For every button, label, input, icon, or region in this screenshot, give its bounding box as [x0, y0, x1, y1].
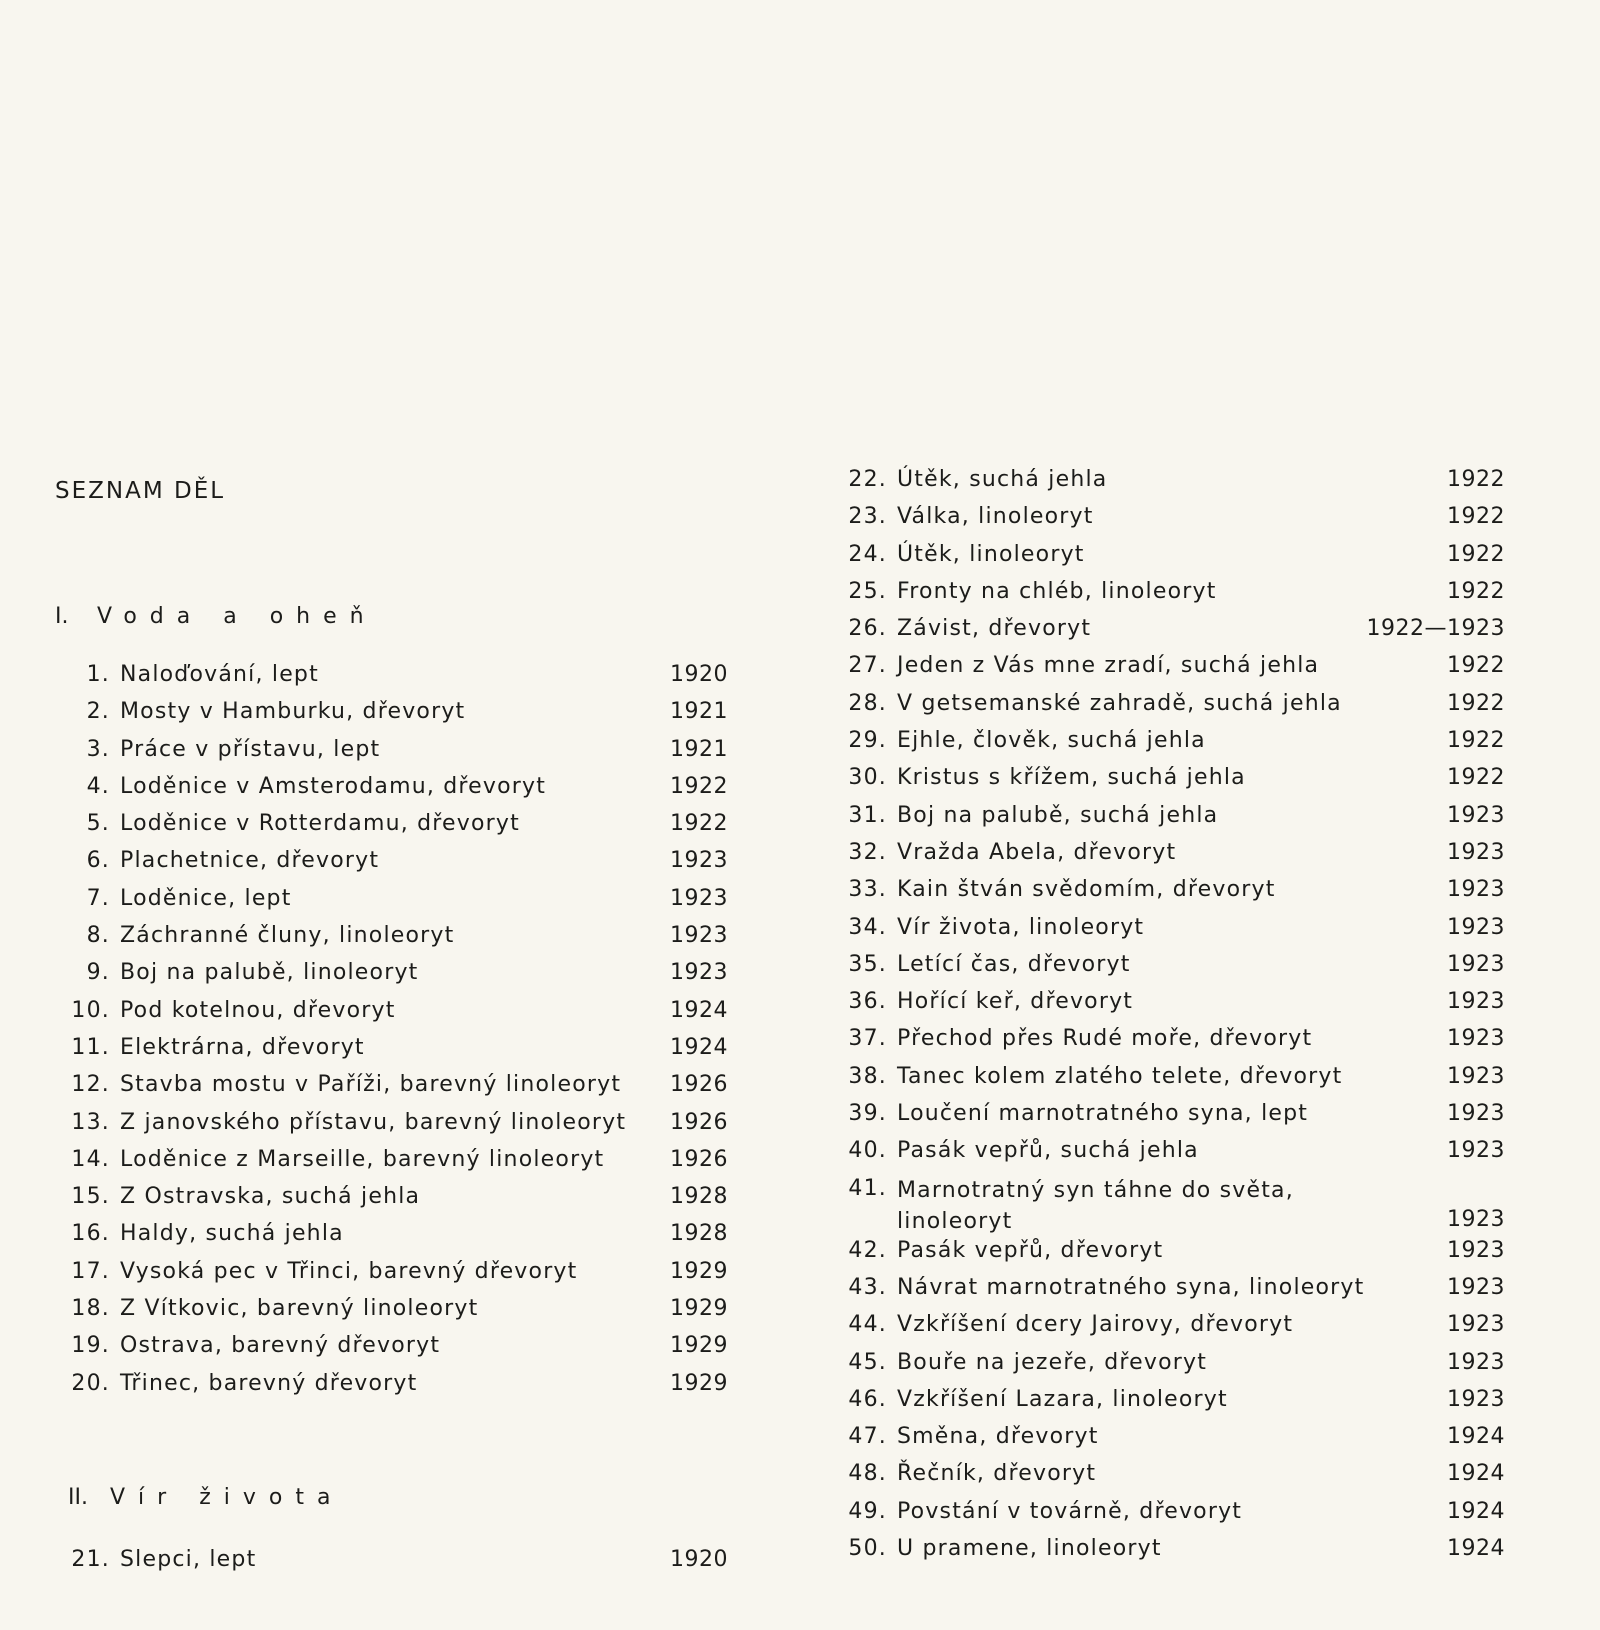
item-year: 1924 [670, 1034, 728, 1060]
item-year: 1924 [1447, 1498, 1505, 1524]
item-title: Bouře na jezeře, dřevoryt [897, 1349, 1208, 1375]
item-title [897, 1175, 1294, 1237]
item-year: 1923 [670, 923, 728, 949]
item-title: Loděnice z Marseille, barevný linoleoryt [120, 1146, 605, 1172]
item-title: Návrat marnotratného syna, linoleoryt [897, 1274, 1365, 1300]
item-year: 1924 [670, 997, 728, 1023]
item-number: 19. [71, 1333, 110, 1359]
list-item [68, 1370, 728, 1407]
item-title: Elektrárna, dřevoryt [120, 1034, 365, 1060]
item-number: 18. [71, 1296, 110, 1322]
item-year: 1926 [670, 1146, 728, 1172]
item-year: 1923 [1447, 1349, 1505, 1375]
section-number: II. [68, 1485, 88, 1510]
item-year: 1922 [1447, 541, 1505, 567]
item-year: 1929 [670, 1333, 728, 1359]
item-title: Z Ostravska, suchá jehla [120, 1184, 421, 1210]
list-item [68, 847, 728, 884]
list-item [845, 615, 1505, 652]
list-item [68, 698, 728, 735]
section2-left-list [68, 1546, 728, 1583]
list-item [845, 1237, 1505, 1274]
item-title: Záchranné čluny, linoleoryt [120, 923, 455, 949]
item-year: 1921 [670, 699, 728, 725]
list-item [845, 466, 1505, 503]
item-title: Kain štván svědomím, dřevoryt [897, 877, 1276, 903]
item-number: 25. [848, 578, 887, 604]
list-item [845, 503, 1505, 540]
item-number: 45. [848, 1349, 887, 1375]
item-number: 23. [848, 504, 887, 530]
list-item [68, 922, 728, 959]
item-number: 4. [86, 773, 110, 799]
list-item [68, 1546, 728, 1583]
item-year: 1922 [1447, 504, 1505, 530]
item-title: Tanec kolem zlatého telete, dřevoryt [897, 1063, 1343, 1089]
list-item [845, 988, 1505, 1025]
item-year: 1923 [1447, 1026, 1505, 1052]
item-title: U pramene, linoleoryt [897, 1536, 1162, 1562]
list-item [845, 1349, 1505, 1386]
item-year: 1928 [670, 1184, 728, 1210]
item-year: 1924 [1447, 1461, 1505, 1487]
item-title: Povstání v továrně, dřevoryt [897, 1498, 1243, 1524]
item-title: Pasák vepřů, dřevoryt [897, 1237, 1164, 1263]
item-year: 1924 [1447, 1536, 1505, 1562]
item-number: 41. [848, 1175, 887, 1201]
item-year: 1923 [1447, 989, 1505, 1015]
item-title: Ostrava, barevný dřevoryt [120, 1333, 441, 1359]
item-number: 36. [848, 989, 887, 1015]
item-number: 42. [848, 1237, 887, 1263]
item-number: 16. [71, 1221, 110, 1247]
item-year: 1922 [1447, 728, 1505, 754]
item-title: Plachetnice, dřevoryt [120, 848, 380, 874]
item-title: Letící čas, dřevoryt [897, 951, 1131, 977]
item-number: 48. [848, 1461, 887, 1487]
item-number: 8. [86, 923, 110, 949]
item-number: 13. [71, 1109, 110, 1135]
list-item [845, 764, 1505, 801]
item-title: Pod kotelnou, dřevoryt [120, 997, 396, 1023]
item-title: Hořící keř, dřevoryt [897, 989, 1134, 1015]
item-year: 1923 [1447, 1386, 1505, 1412]
list-item [68, 997, 728, 1034]
list-item [845, 951, 1505, 988]
item-title: Řečník, dřevoryt [897, 1461, 1097, 1487]
item-year: 1920 [670, 662, 728, 687]
section-heading-2 [68, 1485, 343, 1510]
item-year: 1923 [670, 885, 728, 911]
item-title: V getsemanské zahradě, suchá jehla [897, 690, 1342, 716]
item-number: 44. [848, 1312, 887, 1338]
list-item [845, 1100, 1505, 1137]
item-number: 9. [86, 960, 110, 986]
item-year: 1922—1923 [1366, 616, 1505, 642]
item-year: 1923 [1447, 1274, 1505, 1300]
item-title: Loučení marnotratného syna, lept [897, 1101, 1309, 1127]
list-item [845, 1498, 1505, 1535]
item-year: 1928 [670, 1221, 728, 1247]
item-year: 1922 [1447, 653, 1505, 679]
item-year: 1922 [1447, 467, 1505, 492]
item-year: 1926 [670, 1072, 728, 1098]
list-item [68, 1109, 728, 1146]
item-title: Přechod přes Rudé moře, dřevoryt [897, 1026, 1313, 1052]
item-title: Kristus s křížem, suchá jehla [897, 765, 1246, 791]
item-year: 1923 [1447, 802, 1505, 828]
item-number: 40. [848, 1138, 887, 1164]
item-title: Závist, dřevoryt [897, 616, 1092, 642]
item-number: 49. [848, 1498, 887, 1524]
item-title: Vzkříšení dcery Jairovy, dřevoryt [897, 1312, 1294, 1338]
item-title: Z Vítkovic, barevný linoleoryt [120, 1296, 479, 1322]
item-number: 14. [71, 1146, 110, 1172]
list-item [845, 1175, 1505, 1237]
item-number: 1. [86, 662, 110, 687]
item-number: 17. [71, 1258, 110, 1284]
list-item [845, 690, 1505, 727]
list-item [68, 1146, 728, 1183]
item-year: 1922 [1447, 578, 1505, 604]
item-number: 30. [848, 765, 887, 791]
item-number: 24. [848, 541, 887, 567]
section-number: I. [55, 604, 69, 629]
item-number: 39. [848, 1101, 887, 1127]
item-year: 1923 [1447, 914, 1505, 940]
list-item [845, 839, 1505, 876]
item-title: Z janovského přístavu, barevný linoleoryt [120, 1109, 627, 1135]
list-item [845, 1386, 1505, 1423]
item-title: Válka, linoleoryt [897, 504, 1094, 530]
item-number: 34. [848, 914, 887, 940]
list-item [68, 1071, 728, 1108]
item-year: 1922 [670, 811, 728, 837]
item-title: Ejhle, člověk, suchá jehla [897, 728, 1206, 754]
list-item [68, 1258, 728, 1295]
item-number: 28. [848, 690, 887, 716]
list-item [68, 773, 728, 810]
list-item [845, 578, 1505, 615]
item-title: Vražda Abela, dřevoryt [897, 839, 1177, 865]
list-item [845, 1535, 1505, 1572]
list-item [845, 541, 1505, 578]
list-item [845, 652, 1505, 689]
list-item [68, 885, 728, 922]
list-item [68, 1183, 728, 1220]
item-title: Práce v přístavu, lept [120, 736, 381, 762]
item-number: 43. [848, 1274, 887, 1300]
item-title: Haldy, suchá jehla [120, 1221, 344, 1247]
item-title: Slepci, lept [120, 1547, 257, 1572]
item-number: 22. [848, 467, 887, 492]
item-year: 1923 [670, 960, 728, 986]
item-title: Směna, dřevoryt [897, 1424, 1099, 1450]
list-item [845, 1137, 1505, 1174]
item-title: Loděnice v Amsterodamu, dřevoryt [120, 773, 547, 799]
item-year: 1924 [1447, 1424, 1505, 1450]
item-year: 1929 [670, 1370, 728, 1396]
list-item [845, 914, 1505, 951]
item-year: 1929 [670, 1296, 728, 1322]
item-year: 1923 [1447, 1063, 1505, 1089]
item-number: 35. [848, 951, 887, 977]
item-number: 33. [848, 877, 887, 903]
list-item [68, 1295, 728, 1332]
list-item [68, 736, 728, 773]
list-item [845, 1025, 1505, 1062]
list-item [845, 1311, 1505, 1348]
item-number: 20. [71, 1370, 110, 1396]
item-year: 1923 [1447, 1138, 1505, 1164]
list-item [845, 802, 1505, 839]
item-number: 21. [71, 1547, 110, 1572]
section2-right-list [845, 466, 1505, 1572]
item-year: 1923 [1447, 1312, 1505, 1338]
item-title: Stavba mostu v Paříži, barevný linoleoryt [120, 1072, 622, 1098]
item-number: 29. [848, 728, 887, 754]
item-number: 46. [848, 1386, 887, 1412]
list-item [68, 1332, 728, 1369]
item-year: 1922 [670, 773, 728, 799]
list-item [68, 959, 728, 996]
section-name: Vír života [110, 1485, 344, 1510]
item-title-line1: Marnotratný syn táhne do světa, [897, 1177, 1294, 1203]
item-number: 7. [86, 885, 110, 911]
item-title: Mosty v Hamburku, dřevoryt [120, 699, 466, 725]
item-number: 47. [848, 1424, 887, 1450]
item-number: 27. [848, 653, 887, 679]
item-title: Útěk, suchá jehla [897, 467, 1108, 492]
item-title-line2: linoleoryt [897, 1208, 1013, 1234]
item-number: 12. [71, 1072, 110, 1098]
item-year: 1921 [670, 736, 728, 762]
list-item [845, 727, 1505, 764]
item-title: Loděnice v Rotterdamu, dřevoryt [120, 811, 520, 837]
page-title: SEZNAM DĚL [55, 478, 226, 504]
item-year: 1920 [670, 1547, 728, 1572]
item-number: 10. [71, 997, 110, 1023]
item-year: 1926 [670, 1109, 728, 1135]
list-item [845, 876, 1505, 913]
item-title: Vzkříšení Lazara, linoleoryt [897, 1386, 1228, 1412]
item-title: Boj na palubě, linoleoryt [120, 960, 419, 986]
item-number: 15. [71, 1184, 110, 1210]
item-year: 1922 [1447, 690, 1505, 716]
item-year: 1929 [670, 1258, 728, 1284]
item-number: 31. [848, 802, 887, 828]
item-year: 1923 [1447, 877, 1505, 903]
list-item [845, 1460, 1505, 1497]
section-name: Voda a oheň [97, 604, 377, 629]
list-item [68, 661, 728, 698]
item-number: 5. [86, 811, 110, 837]
item-number: 6. [86, 848, 110, 874]
item-title: Naloďování, lept [120, 662, 319, 687]
item-title: Vír života, linoleoryt [897, 914, 1145, 940]
item-title: Boj na palubě, suchá jehla [897, 802, 1219, 828]
item-number: 3. [86, 736, 110, 762]
list-item [68, 1034, 728, 1071]
item-title: Vysoká pec v Třinci, barevný dřevoryt [120, 1258, 578, 1284]
list-item [845, 1274, 1505, 1311]
item-number: 26. [848, 616, 887, 642]
item-title: Třinec, barevný dřevoryt [120, 1370, 418, 1396]
item-number: 2. [86, 699, 110, 725]
item-title: Pasák vepřů, suchá jehla [897, 1138, 1199, 1164]
list-item [845, 1423, 1505, 1460]
item-year: 1923 [1447, 1206, 1505, 1232]
item-year: 1923 [1447, 1237, 1505, 1263]
item-number: 11. [71, 1034, 110, 1060]
item-number: 50. [848, 1536, 887, 1562]
item-title: Loděnice, lept [120, 885, 292, 911]
item-title: Jeden z Vás mne zradí, suchá jehla [897, 653, 1320, 679]
item-year: 1923 [670, 848, 728, 874]
item-year: 1923 [1447, 1101, 1505, 1127]
item-number: 38. [848, 1063, 887, 1089]
item-year: 1923 [1447, 839, 1505, 865]
item-year: 1923 [1447, 951, 1505, 977]
list-item [845, 1063, 1505, 1100]
item-year: 1922 [1447, 765, 1505, 791]
item-title: Útěk, linoleoryt [897, 541, 1085, 567]
list-item [68, 810, 728, 847]
list-item [68, 1220, 728, 1257]
item-number: 32. [848, 839, 887, 865]
item-title: Fronty na chléb, linoleoryt [897, 578, 1217, 604]
section-heading-1 [55, 604, 377, 629]
item-number: 37. [848, 1026, 887, 1052]
section1-list [68, 661, 728, 1407]
